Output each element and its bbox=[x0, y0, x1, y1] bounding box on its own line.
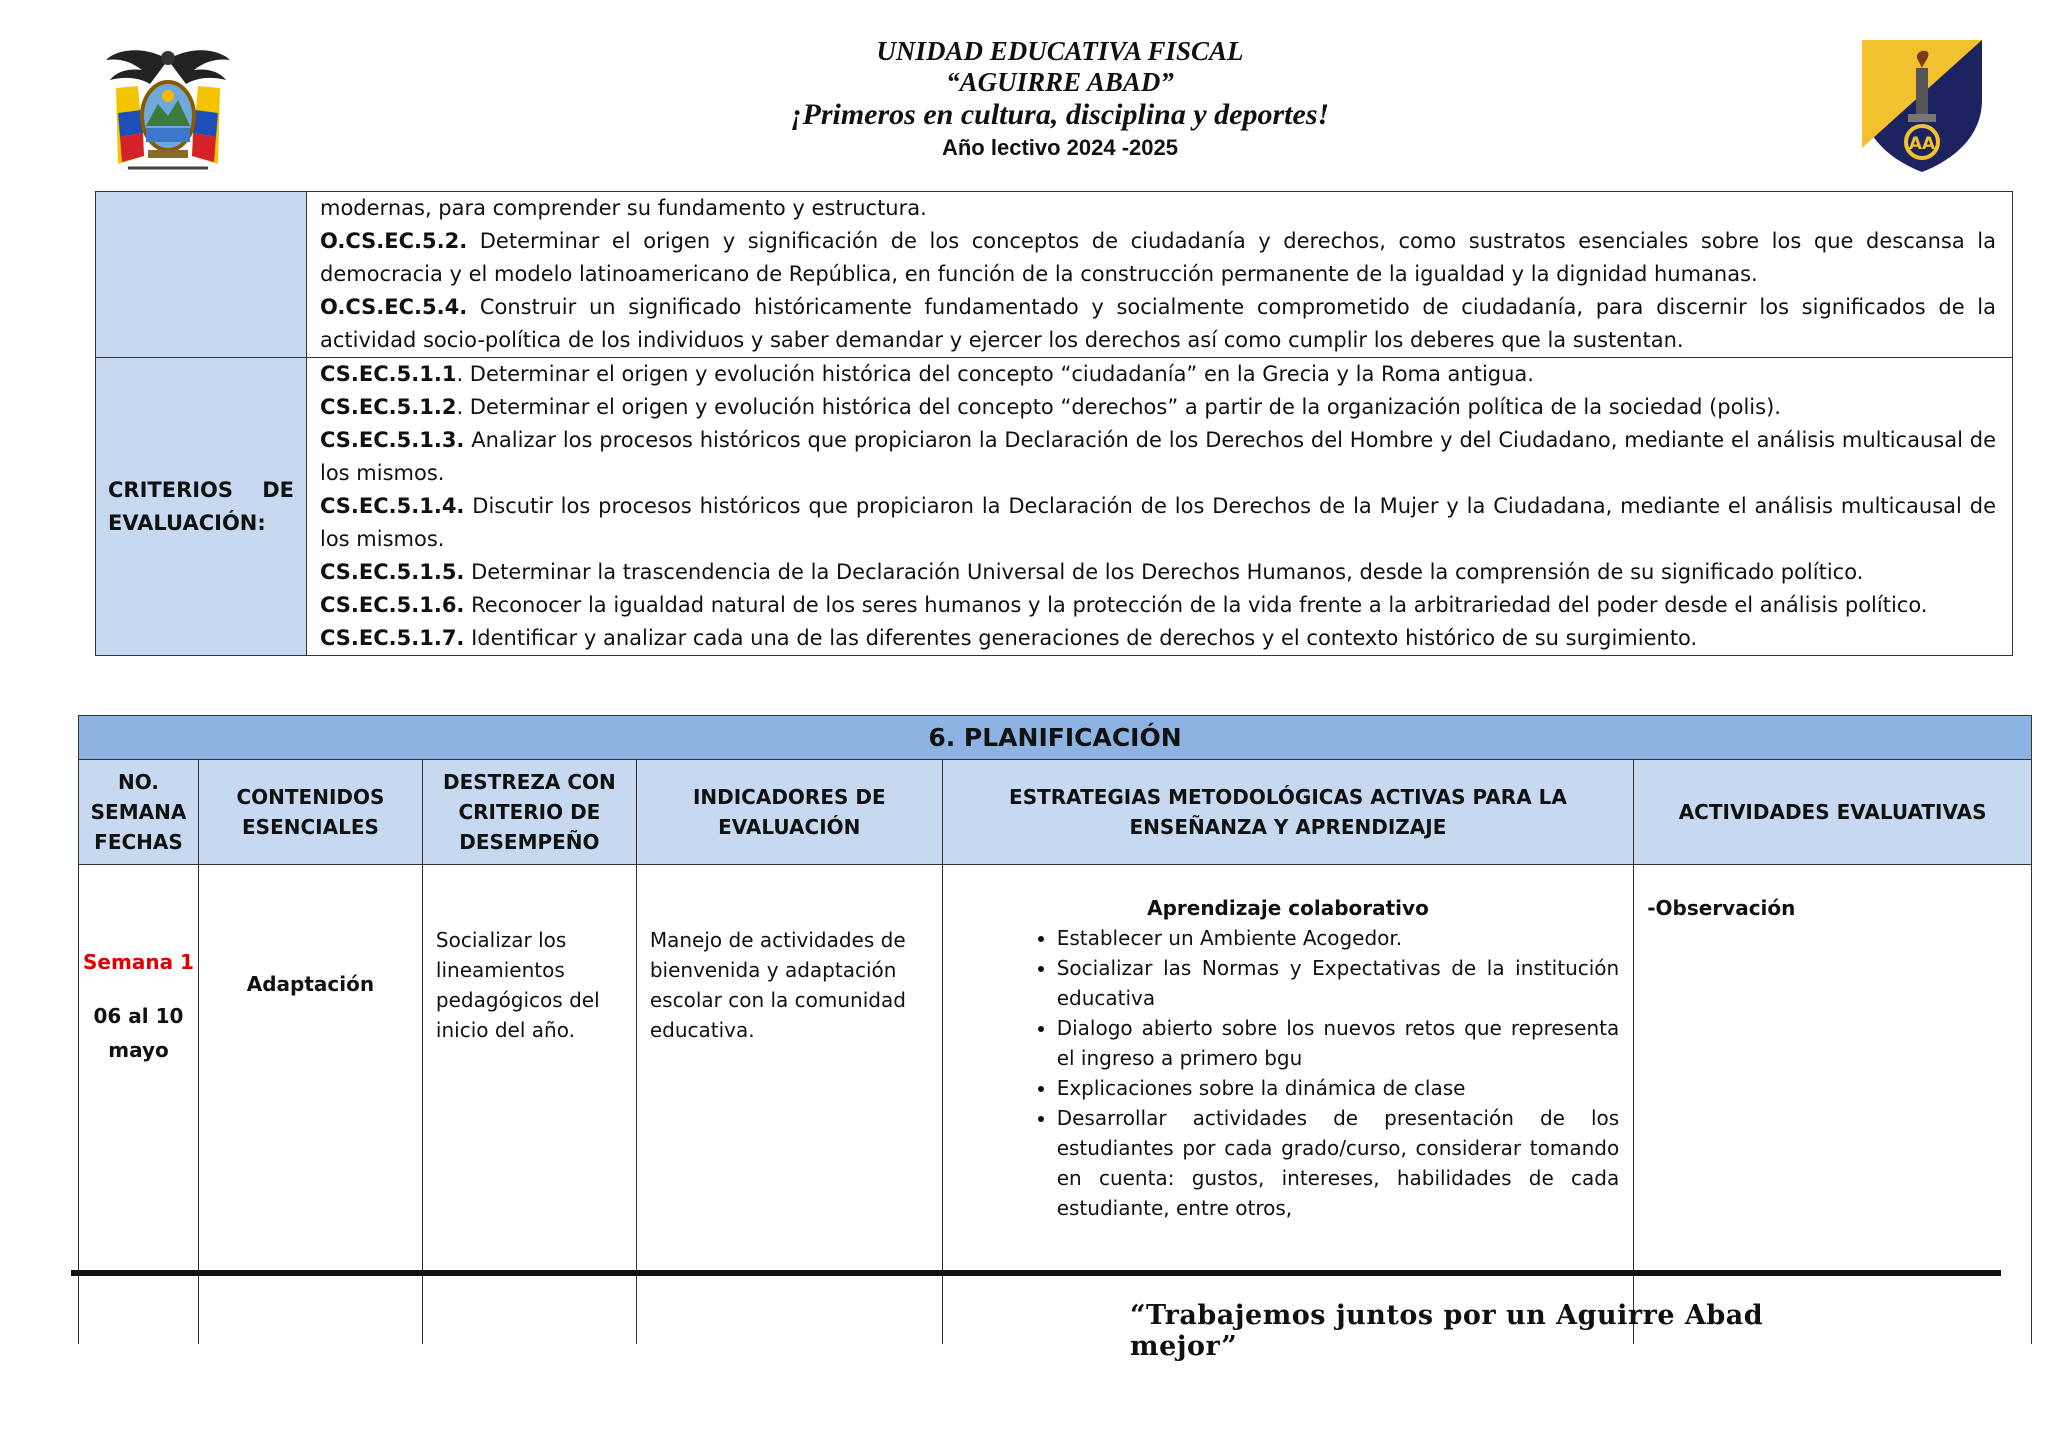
criterion-code: CS.EC.5.1.4. bbox=[320, 494, 465, 518]
criterion-text: Reconocer la igualdad natural de los seres humanos y la protección de la vida frente a la arbitrariedad del poder desde el análisis político. bbox=[464, 593, 1928, 617]
header-strategies: ESTRATEGIAS METODOLÓGICAS ACTIVAS PARA LA ENSEÑANZA Y APRENDIZAJE bbox=[942, 760, 1634, 865]
objective-item bbox=[320, 225, 1996, 291]
criterion-text: Identificar y analizar cada una de las diferentes generaciones de derechos y el contexto histórico de su surgimiento. bbox=[464, 626, 1698, 650]
planning-title: 6. PLANIFICACIÓN bbox=[79, 716, 2032, 760]
criterion-item bbox=[320, 556, 1996, 589]
criterion-code: CS.EC.5.1.5. bbox=[320, 560, 465, 584]
criterion-code: CS.EC.5.1.7. bbox=[320, 626, 465, 650]
criterion-item bbox=[320, 490, 1996, 556]
criterion-text: Determinar la trascendencia de la Declaración Universal de los Derechos Humanos, desde la comprensión de su significado político. bbox=[464, 560, 1864, 584]
planning-header-row bbox=[79, 760, 2032, 865]
criterion-item bbox=[320, 622, 1996, 655]
strategy-item: • Establecer un Ambiente Acogedor. bbox=[1057, 923, 1620, 953]
header-skill: DESTREZA CON CRITERIO DE DESEMPEÑO bbox=[422, 760, 636, 865]
svg-text:AA: AA bbox=[1908, 134, 1936, 154]
strategy-item: • Explicaciones sobre la dinámica de clase bbox=[1057, 1073, 1620, 1103]
indicator-cell: Manejo de actividades de bienvenida y adaptación escolar con la comunidad educativa. bbox=[636, 865, 942, 1345]
criterion-text: Discutir los procesos históricos que propiciaron la Declaración de los Derechos de la Mujer y la Ciudadana, mediante el análisis multicausal de los mismos. bbox=[320, 494, 1996, 551]
activity-cell: -Observación bbox=[1634, 865, 2032, 1345]
footer-slogan: “Trabajemos juntos por un Aguirre Abad mejor” bbox=[1130, 1300, 1764, 1362]
header-contents: CONTENIDOS ESENCIALES bbox=[198, 760, 422, 865]
objectives-label-cell bbox=[96, 192, 307, 358]
content-cell: Adaptación bbox=[198, 865, 422, 1345]
page-header bbox=[0, 0, 2048, 190]
week-dates: 06 al 10 mayo bbox=[93, 1004, 184, 1062]
objective-continued-text: modernas, para comprender su fundamento y estructura. bbox=[320, 196, 927, 220]
footer-divider bbox=[71, 1270, 2001, 1276]
header-activities: ACTIVIDADES EVALUATIVAS bbox=[1634, 760, 2032, 865]
school-motto: ¡Primeros en cultura, disciplina y deportes! bbox=[790, 98, 1330, 131]
criteria-content-cell bbox=[307, 358, 2013, 656]
objective-code: O.CS.EC.5.4. bbox=[320, 295, 468, 319]
strategy-item: • Socializar las Normas y Expectativas de la institución educativa bbox=[1057, 953, 1620, 1013]
criterion-code: CS.EC.5.1.1 bbox=[320, 362, 457, 386]
school-name-line2: “AGUIRRE ABAD” bbox=[946, 67, 1174, 97]
criterion-code: CS.EC.5.1.6. bbox=[320, 593, 465, 617]
objective-text: Construir un significado históricamente fundamentado y socialmente comprometido de ciudadanía, para discernir los significados de la actividad socio-política de los individuos y saber demandar y ejercer los derechos así como cumplir los deberes que la sustentan. bbox=[320, 295, 1996, 352]
criterion-text: . Determinar el origen y evolución histórica del concepto “derechos” a partir de la organización política de la sociedad (polis). bbox=[456, 395, 1781, 419]
objective-item bbox=[320, 291, 1996, 357]
school-name-line1: UNIDAD EDUCATIVA FISCAL bbox=[876, 36, 1244, 66]
school-shield-icon bbox=[1858, 30, 1986, 174]
strategy-item: • Dialogo abierto sobre los nuevos retos que representa el ingreso a primero bgu bbox=[1057, 1013, 1620, 1073]
criterion-item bbox=[320, 424, 1996, 490]
week-label: Semana 1 bbox=[83, 950, 194, 974]
header-indicators: INDICADORES DE EVALUACIÓN bbox=[636, 760, 942, 865]
criteria-row bbox=[96, 358, 2013, 656]
criterion-text: Analizar los procesos históricos que propiciaron la Declaración de los Derechos del Hombre y del Ciudadano, mediante el análisis multicausal de los mismos. bbox=[320, 428, 1996, 485]
objectives-criteria-table bbox=[95, 191, 2013, 656]
criterion-code: CS.EC.5.1.3. bbox=[320, 428, 465, 452]
objective-code: O.CS.EC.5.2. bbox=[320, 229, 468, 253]
strategy-list bbox=[957, 923, 1620, 1223]
criterion-item bbox=[320, 589, 1996, 622]
strategy-title: Aprendizaje colaborativo bbox=[1147, 896, 1429, 920]
criterion-item bbox=[320, 391, 1996, 424]
criterion-text: . Determinar el origen y evolución histórica del concepto “ciudadanía” en la Grecia y la Roma antigua. bbox=[456, 362, 1534, 386]
objectives-row bbox=[96, 192, 2013, 358]
criteria-label: CRITERIOS DE EVALUACIÓN: bbox=[108, 477, 294, 535]
strategy-item: • Desarrollar actividades de presentación de los estudiantes por cada grado/curso, considerar tomando en cuenta: gustos, intereses, habilidades de cada estudiante, entre otros, bbox=[1057, 1103, 1620, 1223]
skill-cell: Socializar los lineamientos pedagógicos del inicio del año. bbox=[422, 865, 636, 1345]
ecuador-coat-of-arms-icon bbox=[98, 38, 238, 178]
school-year: Año lectivo 2024 -2025 bbox=[941, 135, 1178, 160]
objective-text: Determinar el origen y significación de los conceptos de ciudadanía y derechos, como sustratos esenciales sobre los que descansa la democracia y el modelo latinoamericano de República, en función de la construcción permanente de la igualdad y la dignidad humanas. bbox=[320, 229, 1996, 286]
objectives-content-cell bbox=[307, 192, 2013, 358]
school-title-block bbox=[740, 36, 1380, 162]
header-week: NO. SEMANA FECHAS bbox=[79, 760, 199, 865]
criterion-code: CS.EC.5.1.2 bbox=[320, 395, 457, 419]
criterion-item bbox=[320, 358, 1996, 391]
criteria-label-cell bbox=[96, 358, 307, 656]
planning-table bbox=[78, 715, 2032, 1344]
